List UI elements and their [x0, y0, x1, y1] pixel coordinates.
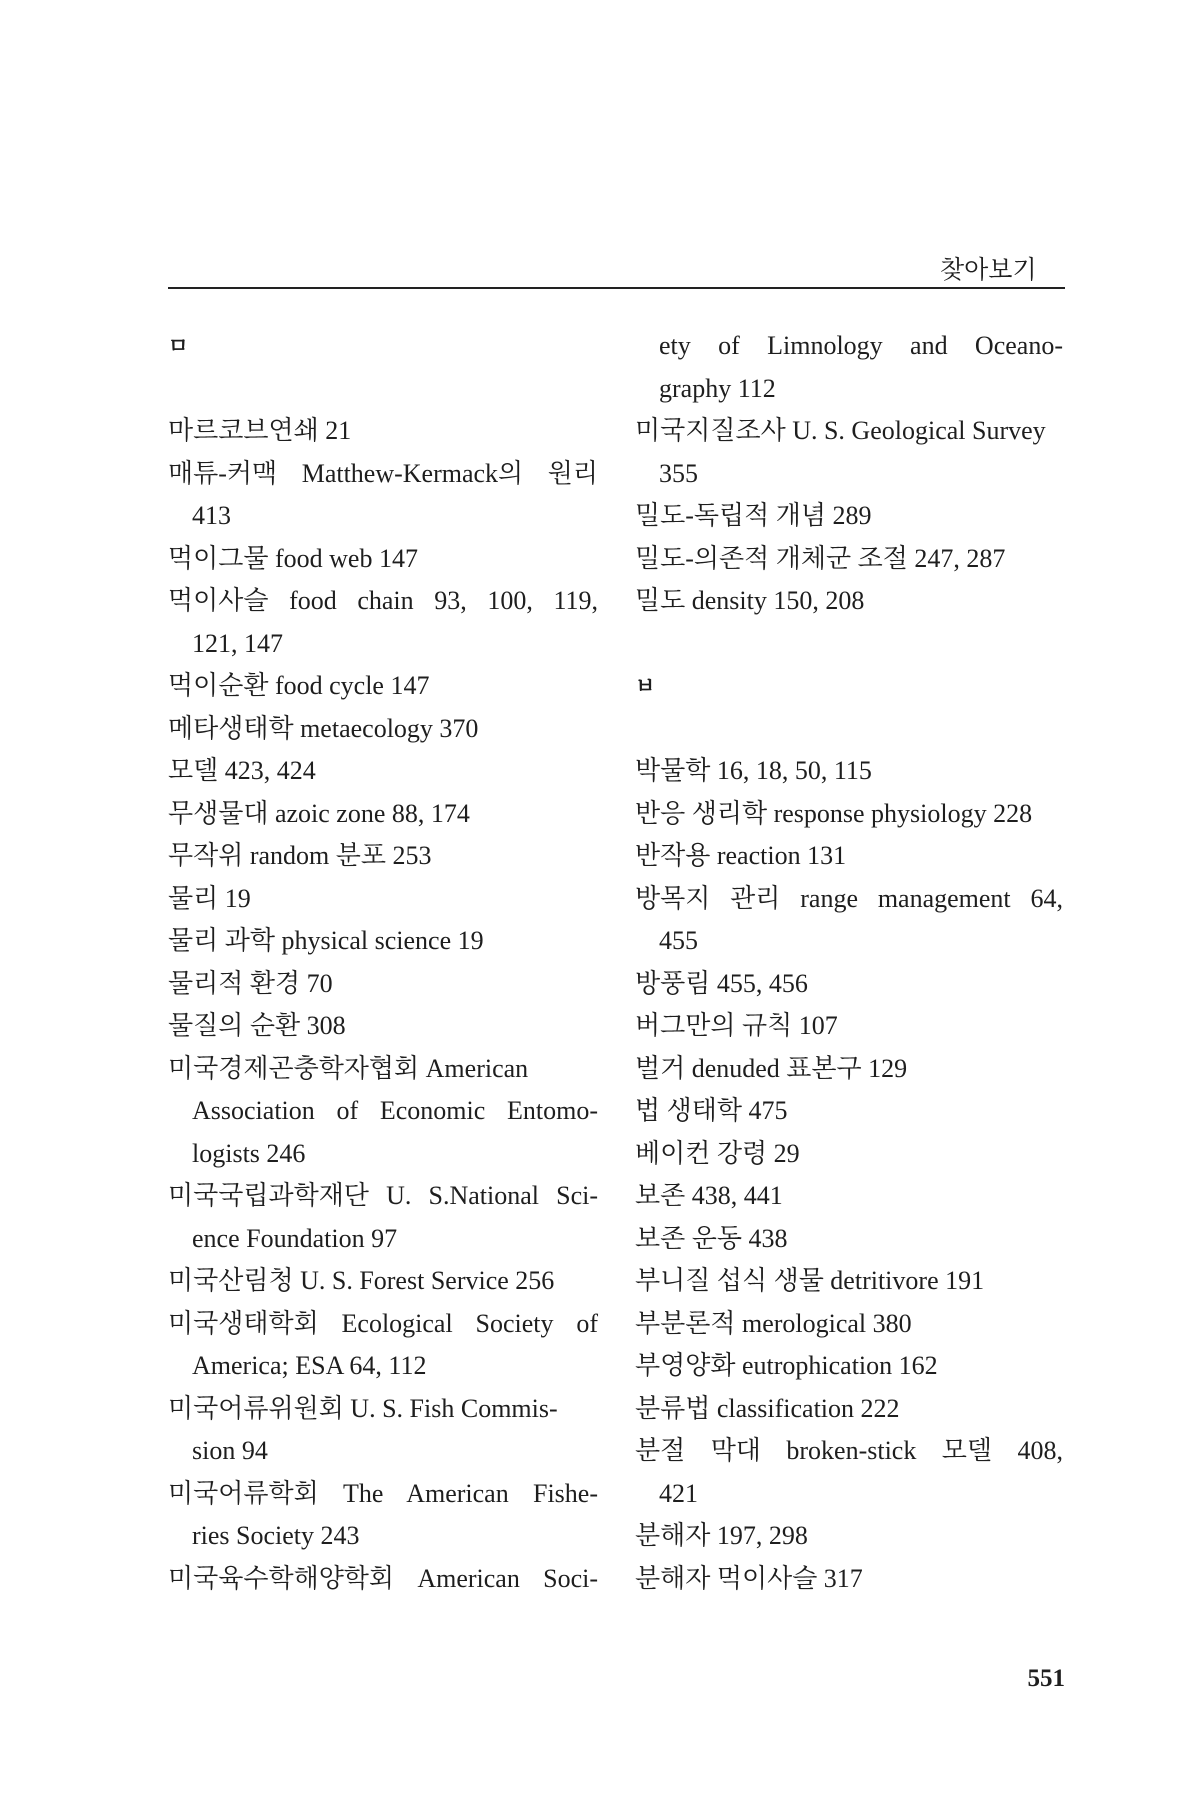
index-entry-continuation: ries Society 243 — [192, 1521, 360, 1550]
index-entry: 메타생태학 metaecology 370 — [168, 713, 479, 743]
index-entry-continuation: America; ESA 64, 112 — [192, 1351, 427, 1380]
section-heading: ㅂ — [635, 674, 656, 698]
index-entry: 미국산림청 U. S. Forest Service 256 — [168, 1266, 555, 1295]
index-entry: 매튜-커맥 Matthew-Kermack의 원리 — [168, 458, 598, 488]
index-entry: 밀도-의존적 개체군 조절 247, 287 — [635, 543, 1006, 573]
index-entry: 미국지질조사 U. S. Geological Survey — [635, 416, 1046, 445]
index-entry: 물질의 순환 308 — [168, 1011, 346, 1040]
index-entry: 방목지 관리 range management 64, — [635, 883, 1063, 913]
index-entry-continuation: ence Foundation 97 — [192, 1223, 398, 1253]
index-entry-continuation: 421 — [659, 1478, 698, 1508]
index-entry: 보존 운동 438 — [635, 1223, 788, 1253]
index-entry-continuation: graphy 112 — [659, 373, 776, 403]
index-entry: 법 생태학 475 — [635, 1096, 788, 1125]
index-entry: 물리 과학 physical science 19 — [168, 926, 484, 955]
section-heading: ㅁ — [168, 334, 189, 358]
index-entry-continuation: 455 — [659, 926, 698, 955]
index-entry: 밀도 density 150, 208 — [635, 586, 865, 615]
index-entry: 분해자 먹이사슬 317 — [635, 1563, 863, 1593]
index-entry: 무생물대 azoic zone 88, 174 — [168, 798, 470, 828]
index-entry: 밀도-독립적 개념 289 — [635, 501, 872, 530]
index-entry: 먹이그물 food web 147 — [168, 543, 418, 573]
index-entry: 보존 438, 441 — [635, 1181, 783, 1210]
page-number: 551 — [1027, 1665, 1065, 1692]
index-entry-continuation: 413 — [192, 501, 231, 530]
index-column-right — [635, 325, 1063, 1600]
index-entry: 먹이사슬 food chain 93, 100, 119, — [168, 586, 598, 615]
index-entry: 버그만의 규칙 107 — [635, 1011, 838, 1040]
index-entry: 미국경제곤충학자협회 American — [168, 1053, 529, 1083]
index-column-left — [168, 325, 598, 1600]
index-entry: 모델 423, 424 — [168, 756, 316, 785]
index-entry: 분류법 classification 222 — [635, 1393, 900, 1423]
index-entry-continuation: sion 94 — [192, 1436, 268, 1465]
index-entry: 벌거 denuded 표본구 129 — [635, 1053, 908, 1083]
index-entry: 미국어류학회 The American Fishe- — [168, 1478, 598, 1508]
index-entry: 방풍림 455, 456 — [635, 968, 808, 998]
index-entry: 베이컨 강령 29 — [635, 1138, 800, 1168]
spacer — [635, 708, 1063, 751]
index-entry-continuation: ety of Limnology and Oceano- — [659, 331, 1063, 360]
index-entry: 분해자 197, 298 — [635, 1521, 808, 1550]
index-entry: 무작위 random 분포 253 — [168, 841, 432, 870]
index-entry: 부분론적 merological 380 — [635, 1308, 912, 1338]
index-entry: 미국어류위원회 U. S. Fish Commis- — [168, 1393, 558, 1423]
index-entry: 물리적 환경 70 — [168, 968, 333, 998]
index-entry-continuation: logists 246 — [192, 1138, 306, 1168]
index-entry: 박물학 16, 18, 50, 115 — [635, 756, 872, 785]
index-entry: 마르코브연쇄 21 — [168, 416, 352, 445]
index-entry: 반작용 reaction 131 — [635, 841, 847, 870]
index-entry: 분절 막대 broken-stick 모델 408, — [635, 1436, 1063, 1465]
index-entry: 미국육수학해양학회 American Soci- — [168, 1563, 598, 1593]
index-entry: 물리 19 — [168, 883, 251, 913]
running-header: 찾아보기 — [940, 255, 1037, 284]
index-entry-continuation: 121, 147 — [192, 628, 283, 658]
index-entry: 미국국립과학재단 U. S.National Sci- — [168, 1181, 598, 1210]
header-rule — [168, 287, 1065, 289]
index-entry: 먹이순환 food cycle 147 — [168, 671, 430, 700]
index-entry-continuation: 355 — [659, 458, 698, 488]
index-entry-continuation: Association of Economic Entomo- — [192, 1096, 598, 1125]
index-entry: 부영양화 eutrophication 162 — [635, 1351, 938, 1380]
spacer — [168, 368, 598, 411]
index-entry: 미국생태학회 Ecological Society of — [168, 1308, 598, 1338]
spacer — [635, 623, 1063, 666]
index-entry: 반응 생리학 response physiology 228 — [635, 798, 1033, 828]
index-entry: 부니질 섭식 생물 detritivore 191 — [635, 1266, 985, 1295]
